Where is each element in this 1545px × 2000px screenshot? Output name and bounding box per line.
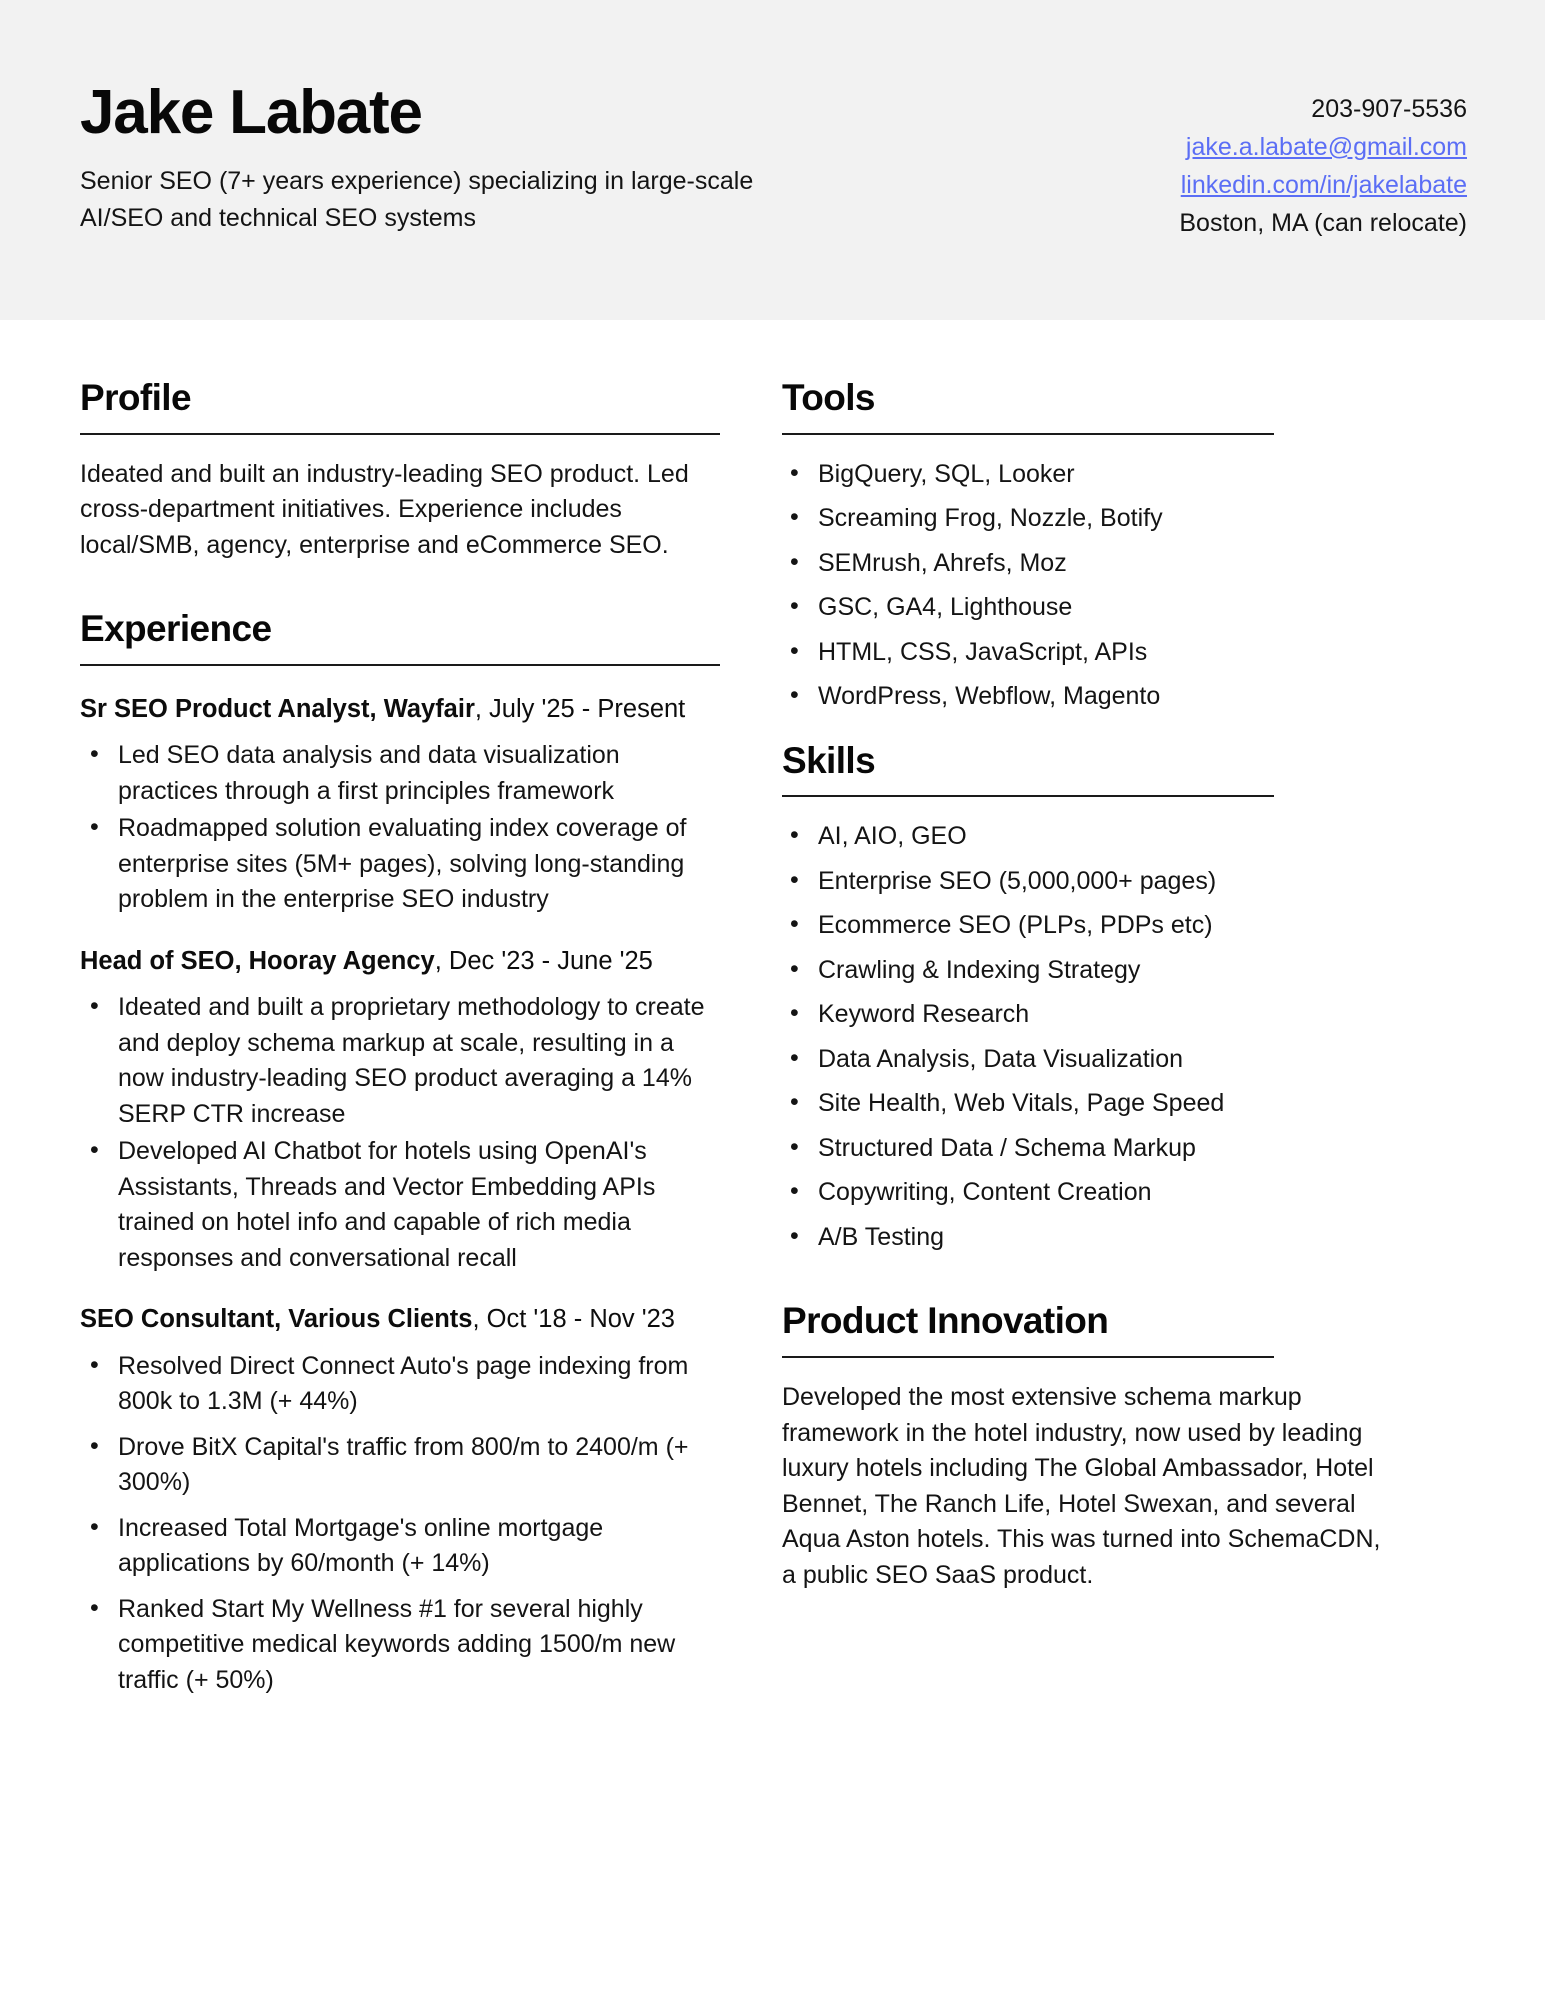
- profile-text: Ideated and built an industry-leading SEO product. Led cross-department initiatives. Experience includes local/SMB, agency, enterprise and eCommerce SEO.: [80, 459, 689, 559]
- list-item: • Structured Data / Schema Markup: [782, 1131, 1382, 1167]
- list-item: • AI, AIO, GEO: [782, 819, 1382, 855]
- job-role: Head of SEO, Hooray Agency: [80, 946, 435, 975]
- resume-header: [0, 0, 1545, 320]
- list-item: • Ranked Start My Wellness #1 for several highly competitive medical keywords adding 1500/m new traffic (+ 50%): [80, 1592, 720, 1699]
- contact-linkedin-link[interactable]: linkedin.com/in/jakelabate: [1180, 171, 1467, 199]
- tools-list: [782, 457, 1382, 715]
- list-item: • WordPress, Webflow, Magento: [782, 679, 1382, 715]
- skills-heading: Skills: [782, 739, 876, 781]
- list-item: • GSC, GA4, Lighthouse: [782, 590, 1382, 626]
- product-innovation-heading: Product Innovation: [782, 1300, 1109, 1342]
- list-item: • Roadmapped solution evaluating index coverage of enterprise sites (5M+ pages), solving long-standing problem in the enterprise SEO industry: [80, 811, 720, 918]
- skills-divider: [782, 795, 1274, 797]
- candidate-name: Jake Labate: [80, 78, 422, 147]
- product-innovation-text: Developed the most extensive schema markup framework in the hotel industry, now used by leading luxury hotels including The Global Ambassador, Hotel Bennet, The Ranch Life, Hotel Swexan, and several Aqua Aston hotels. This was turned into SchemaCDN, a public SEO SaaS product.: [782, 1383, 1381, 1589]
- job-heading: [80, 944, 720, 978]
- resume-body: [0, 320, 1545, 1708]
- list-item: • HTML, CSS, JavaScript, APIs: [782, 635, 1382, 671]
- list-item: • Drove BitX Capital's traffic from 800/m to 2400/m (+ 300%): [80, 1430, 720, 1501]
- job-bullets: [80, 1349, 720, 1699]
- job-role: Sr SEO Product Analyst, Wayfair: [80, 694, 475, 723]
- product-innovation-divider: [782, 1356, 1274, 1358]
- header-identity: [80, 62, 840, 237]
- profile-section: [80, 378, 720, 563]
- list-item: • BigQuery, SQL, Looker: [782, 457, 1382, 493]
- job-dates: , Dec '23 - June '25: [434, 946, 653, 975]
- job-dates: , July '25 - Present: [474, 694, 686, 723]
- list-item: • Developed AI Chatbot for hotels using OpenAI's Assistants, Threads and Vector Embedding APIs trained on hotel info and capable of rich media responses and conversational recall: [80, 1134, 720, 1276]
- experience-heading: Experience: [80, 608, 272, 650]
- list-item: • A/B Testing: [782, 1220, 1382, 1256]
- list-item: • Site Health, Web Vitals, Page Speed: [782, 1086, 1382, 1122]
- contact-block: [1179, 62, 1467, 242]
- list-item: • Data Analysis, Data Visualization: [782, 1042, 1382, 1078]
- job-bullets: [80, 738, 720, 918]
- product-innovation-section: [782, 1301, 1382, 1593]
- list-item: • SEMrush, Ahrefs, Moz: [782, 546, 1382, 582]
- contact-location: Boston, MA (can relocate): [1179, 209, 1467, 237]
- right-column: [782, 378, 1382, 1597]
- list-item: • Keyword Research: [782, 997, 1382, 1033]
- left-column: [80, 378, 720, 1708]
- list-item: • Copywriting, Content Creation: [782, 1175, 1382, 1211]
- job-role: SEO Consultant, Various Clients: [80, 1305, 473, 1334]
- job-entry: [80, 944, 720, 1276]
- job-entry: [80, 1302, 720, 1698]
- list-item: • Enterprise SEO (5,000,000+ pages): [782, 864, 1382, 900]
- candidate-tagline: Senior SEO (7+ years experience) specializing in large-scale AI/SEO and technical SEO systems: [80, 167, 754, 232]
- job-dates: , Oct '18 - Nov '23: [472, 1305, 675, 1334]
- skills-list: [782, 819, 1382, 1255]
- list-item: • Screaming Frog, Nozzle, Botify: [782, 501, 1382, 537]
- contact-email-link[interactable]: jake.a.labate@gmail.com: [1185, 133, 1467, 161]
- contact-phone: 203-907-5536: [1311, 95, 1467, 123]
- tools-heading: Tools: [782, 377, 875, 418]
- tools-section: [782, 378, 1382, 715]
- experience-section: [80, 609, 720, 1698]
- job-bullets: [80, 990, 720, 1276]
- list-item: • Crawling & Indexing Strategy: [782, 953, 1382, 989]
- job-heading: [80, 1302, 720, 1336]
- list-item: • Resolved Direct Connect Auto's page indexing from 800k to 1.3M (+ 44%): [80, 1349, 720, 1420]
- tools-divider: [782, 433, 1274, 435]
- skills-section: [782, 741, 1382, 1256]
- profile-divider: [80, 433, 720, 435]
- profile-heading: Profile: [80, 377, 191, 418]
- list-item: • Increased Total Mortgage's online mortgage applications by 60/month (+ 14%): [80, 1511, 720, 1582]
- job-heading: [80, 692, 720, 726]
- job-entry: [80, 692, 720, 918]
- list-item: • Ecommerce SEO (PLPs, PDPs etc): [782, 908, 1382, 944]
- list-item: • Ideated and built a proprietary methodology to create and deploy schema markup at scale, resulting in a now industry-leading SEO product averaging a 14% SERP CTR increase: [80, 990, 720, 1132]
- list-item: • Led SEO data analysis and data visualization practices through a first principles framework: [80, 738, 720, 809]
- experience-divider: [80, 664, 720, 666]
